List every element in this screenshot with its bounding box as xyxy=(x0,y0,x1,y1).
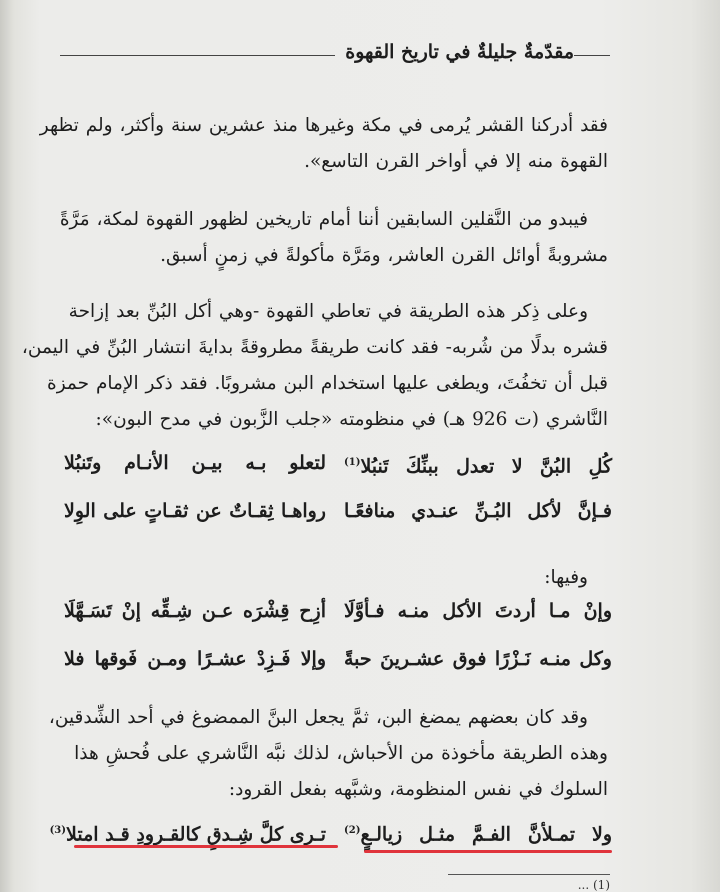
text-line: مشروبةً أوائل القرن العاشر، ومَرَّة مأكولةً في زمنٍ أسبق. xyxy=(160,245,608,266)
verse-hemistich-first: وإنْ مـا أردتَ الأكل منـه فـأوَّلَا xyxy=(344,600,612,622)
text-line: وقد كان بعضهم يمضغ البن، ثمَّ يجعل البنَّ الممضوغ في أحد الشِّدقين، xyxy=(48,707,588,728)
text-line: فقد أدركنا القشر يُرمى في مكة وغيرها منذ عشرين سنة وأكثر، ولم تظهر xyxy=(39,115,608,136)
verse-hemistich-first: فـإنَّ لأكل البُـنِّ عنـدي منافعًـا xyxy=(344,500,612,522)
text-line: فيبدو من النَّقلين السابقين أننا أمام تاريخين لظهور القهوة لمكة، مَرَّةً xyxy=(59,209,588,230)
verse-line xyxy=(64,494,612,528)
paragraph-3 xyxy=(21,294,608,438)
verse-hemistich-first: ولا تمـلأنَّ الفـمَّ مثـل زيالـعٍ$^{(2)}$ xyxy=(344,823,612,846)
text-line: النَّاشري (ت 926 هـ) في منظومته «جلب الزَّبون في مدح البون»: xyxy=(95,409,608,430)
running-header xyxy=(60,36,610,68)
paragraph-5 xyxy=(48,700,608,808)
text-line: وهذه الطريقة مأخوذة من الأحباش، لذلك نبَّه النَّاشري على فُحشِ هذا xyxy=(74,743,608,764)
header-rule-right xyxy=(574,55,610,56)
footnote-marker: (3) xyxy=(49,825,66,836)
verse-hemistich-second: رواهـا ثِقـاتٌ عن ثقـاتٍ على الوِلا xyxy=(64,500,326,522)
verse-line xyxy=(64,446,612,480)
text-line: السلوك في نفس المنظومة، وشبَّهه بفعل القرود: xyxy=(228,779,608,800)
paragraph-2 xyxy=(59,202,608,274)
paragraph-4 xyxy=(62,560,608,596)
text-line: قشره بدلًا من شُربه- فقد كانت طريقةً مطروقةً بدايةَ انتشار البُنِّ في اليمن، xyxy=(21,337,608,358)
text-line: وفيها: xyxy=(544,567,588,588)
verse-line xyxy=(49,814,612,848)
verse-hemistich-second: أزِح قِشْرَه عـن شِـقِّه إنْ تَسَـهَّلَا xyxy=(64,600,326,622)
paragraph-1 xyxy=(39,108,608,180)
verse-hemistich-first: كُلِ البُنَّ لا تعدل ببنِّكَ تَنبُلا$^{(1)}$ xyxy=(344,455,612,478)
footnote-text: (1) ... xyxy=(577,878,610,892)
header-title: مقدّمةٌ جليلةٌ في تاريخ القهوة xyxy=(345,41,574,63)
verse-hemistich-first: وكل منـه نَـزْرًا فوق عشـرينَ حبةً xyxy=(344,648,612,670)
verse-line xyxy=(64,642,612,676)
verse-hemistich-second: وإلا فَـزِدْ عشـرًا ومـن فَوقها فلا xyxy=(64,648,326,670)
header-rule-left xyxy=(60,55,335,56)
verse-hemistich-second: لتعلو بـه بيـن الأنـام وتَنبُلا xyxy=(64,452,326,474)
text-line: قبل أن تخفُتَ، ويطغى عليها استخدام البن مشروبًا. فقد ذكر الإمام حمزة xyxy=(47,373,608,394)
footnote-rule xyxy=(448,874,610,875)
verse-line xyxy=(64,594,612,628)
highlight-underline-left xyxy=(74,845,338,848)
verse-hemistich-second: تـرى كلَّ شِـدقٍ كالقـرودِ قـد امتلا$^{(3)}$ xyxy=(49,823,326,846)
highlight-underline-right xyxy=(364,850,612,853)
text-line: القهوة منه إلا في أواخر القرن التاسع». xyxy=(304,151,608,172)
text-line: وعلى ذِكر هذه الطريقة في تعاطي القهوة -وهي أكل البُنِّ بعد إزاحة xyxy=(68,301,588,322)
footnote-marker: (1) xyxy=(344,457,361,468)
footnote-marker: (2) xyxy=(344,825,361,836)
